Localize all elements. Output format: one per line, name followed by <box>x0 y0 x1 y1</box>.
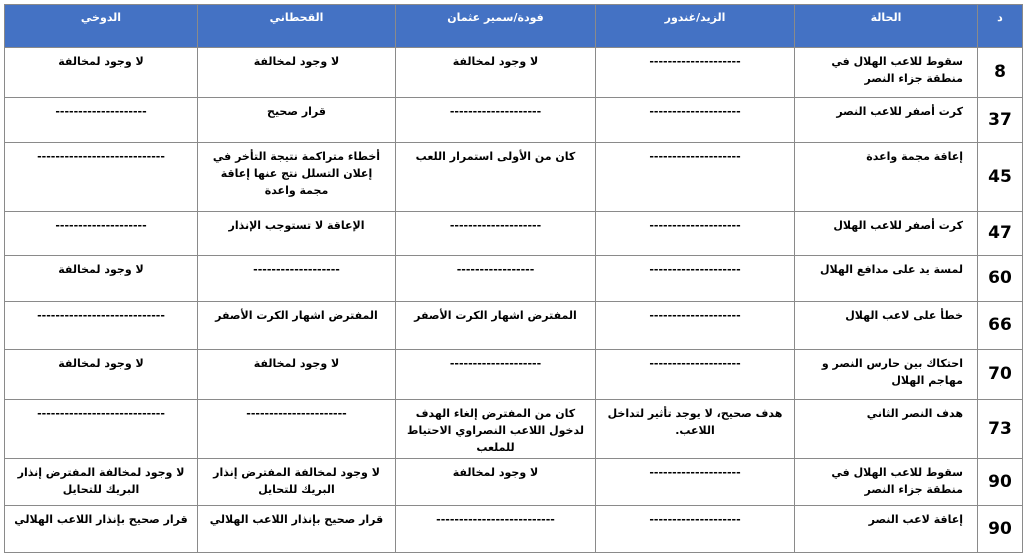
row-case: إعاقة مجمة واعدة <box>795 143 978 212</box>
row-alzaid-ghandour: -------------------- <box>596 143 795 212</box>
row-fouda-samir-othman: ----------------- <box>396 256 596 302</box>
header-fouda-samir-othman: فودة/سمير عثمان <box>396 5 596 48</box>
table-row <box>5 212 1023 256</box>
table-row <box>5 506 1023 553</box>
row-case: خطأ على لاعب الهلال <box>795 302 978 350</box>
table-row <box>5 143 1023 212</box>
row-alqahtani: أخطاء متراكمة نتيجة التأخر في إعلان التسلل نتج عنها إعاقة مجمة واعدة <box>198 143 396 212</box>
row-alqahtani: لا وجود لمخالفة <box>198 48 396 98</box>
row-alzaid-ghandour: -------------------- <box>596 350 795 400</box>
row-fouda-samir-othman: لا وجود لمخالفة <box>396 459 596 506</box>
row-minute: 66 <box>978 302 1023 350</box>
table-row <box>5 256 1023 302</box>
row-alqahtani: المفترض اشهار الكرت الأصفر <box>198 302 396 350</box>
row-alqahtani: لا وجود لمخالفة المفترض إنذار البريك للتحايل <box>198 459 396 506</box>
table-row <box>5 48 1023 98</box>
row-alqahtani: ------------------- <box>198 256 396 302</box>
row-minute: 60 <box>978 256 1023 302</box>
row-minute: 47 <box>978 212 1023 256</box>
row-alzaid-ghandour: -------------------- <box>596 459 795 506</box>
row-minute: 37 <box>978 98 1023 143</box>
header-minute: د <box>978 5 1023 48</box>
row-case: سقوط للاعب الهلال في منطقة جزاء النصر <box>795 459 978 506</box>
row-alzaid-ghandour: -------------------- <box>596 98 795 143</box>
row-fouda-samir-othman: -------------------------- <box>396 506 596 553</box>
row-case: كرت أصفر للاعب الهلال <box>795 212 978 256</box>
row-aldoukhi: -------------------- <box>5 212 198 256</box>
row-minute: 90 <box>978 459 1023 506</box>
row-alqahtani: لا وجود لمخالفة <box>198 350 396 400</box>
row-aldoukhi: لا وجود لمخالفة <box>5 350 198 400</box>
row-case: إعاقة لاعب النصر <box>795 506 978 553</box>
row-alzaid-ghandour: -------------------- <box>596 302 795 350</box>
row-alzaid-ghandour: -------------------- <box>596 506 795 553</box>
row-case: احتكاك بين حارس النصر و مهاجم الهلال <box>795 350 978 400</box>
row-aldoukhi: ---------------------------- <box>5 143 198 212</box>
row-aldoukhi: ---------------------------- <box>5 302 198 350</box>
row-aldoukhi: لا وجود لمخالفة <box>5 48 198 98</box>
row-alqahtani: قرار صحيح بإنذار اللاعب الهلالي <box>198 506 396 553</box>
table-row <box>5 98 1023 143</box>
header-case: الحالة <box>795 5 978 48</box>
row-aldoukhi: ---------------------------- <box>5 400 198 459</box>
row-minute: 70 <box>978 350 1023 400</box>
table-row <box>5 350 1023 400</box>
table-row <box>5 459 1023 506</box>
row-aldoukhi: -------------------- <box>5 98 198 143</box>
row-minute: 73 <box>978 400 1023 459</box>
row-fouda-samir-othman: المفترض اشهار الكرت الأصفر <box>396 302 596 350</box>
row-fouda-samir-othman: -------------------- <box>396 212 596 256</box>
row-alqahtani: الإعاقة لا تستوجب الإنذار <box>198 212 396 256</box>
row-fouda-samir-othman: كان من المفترض إلغاء الهدف لدخول اللاعب النصراوي الاحتياط للملعب <box>396 400 596 459</box>
row-alzaid-ghandour: -------------------- <box>596 48 795 98</box>
row-alzaid-ghandour: -------------------- <box>596 256 795 302</box>
row-minute: 8 <box>978 48 1023 98</box>
row-fouda-samir-othman: كان من الأولى استمرار اللعب <box>396 143 596 212</box>
header-alzaid-ghandour: الزيد/غندور <box>596 5 795 48</box>
row-alzaid-ghandour: -------------------- <box>596 212 795 256</box>
row-alzaid-ghandour: هدف صحيح، لا يوجد تأثير لتداخل اللاعب. <box>596 400 795 459</box>
row-alqahtani: قرار صحيح <box>198 98 396 143</box>
row-case: كرت أصفر للاعب النصر <box>795 98 978 143</box>
row-minute: 90 <box>978 506 1023 553</box>
row-aldoukhi: لا وجود لمخالفة <box>5 256 198 302</box>
row-case: هدف النصر الثاني <box>795 400 978 459</box>
row-aldoukhi: لا وجود لمخالفة المفترض إنذار البريك للتحايل <box>5 459 198 506</box>
referee-analysis-table <box>4 4 1023 553</box>
row-case: لمسة يد على مدافع الهلال <box>795 256 978 302</box>
table-header-row <box>5 5 1023 48</box>
row-fouda-samir-othman: -------------------- <box>396 350 596 400</box>
table-row <box>5 302 1023 350</box>
table-row <box>5 400 1023 459</box>
row-alqahtani: ---------------------- <box>198 400 396 459</box>
row-minute: 45 <box>978 143 1023 212</box>
row-fouda-samir-othman: لا وجود لمخالفة <box>396 48 596 98</box>
header-aldoukhi: الدوخي <box>5 5 198 48</box>
row-aldoukhi: قرار صحيح بإنذار اللاعب الهلالي <box>5 506 198 553</box>
header-alqahtani: القحطاني <box>198 5 396 48</box>
row-fouda-samir-othman: -------------------- <box>396 98 596 143</box>
row-case: سقوط للاعب الهلال في منطقة جزاء النصر <box>795 48 978 98</box>
